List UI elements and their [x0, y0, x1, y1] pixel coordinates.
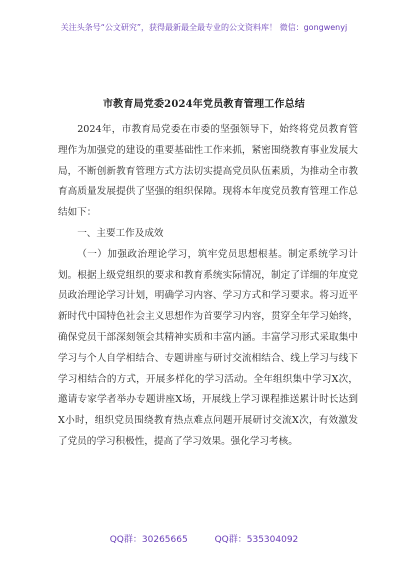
document-body: [58, 120, 358, 453]
promo-banner: 关注头条号“公文研究”，获得最新最全最专业的公文资料库！ 微信：gongwenyj: [60, 23, 348, 32]
paragraph-section-1: （一）加强政治理论学习，筑牢党员思想根基。制定系统学习计划。根据上级党组织的要求和教育系统实际情况，制定了详细的年度党员政治理论学习计划，明确学习内容、学习方式和学习要求。将习近平新时代中国特色社会主义思想作为首要学习内容，贯穿全年学习始终，确保党员干部深刻领会其精神实质和丰富内涵。丰富学习形式采取集中学习与个人自学相结合、专题讲座与研讨交流相结合、线上学习与线下学习相结合的方式，开展多样化的学习活动。全年组织集中学习X次，邀请专家学者举办专题讲座X场，开展线上学习课程推送累计时长达到X小时，组织党员围绕教育热点难点问题开展研讨交流X次，有效激发了党员的学习积极性，提高了学习效果。强化学习考核。: [58, 248, 358, 447]
section-heading: 一、主要工作及成效: [77, 227, 164, 239]
qq-group-2-link[interactable]: QQ群：535304092: [214, 535, 299, 545]
paragraph-intro: 2024年，市教育局党委在市委的坚强领导下，始终将党员教育管理作为加强党的建设的重要基础性工作来抓，紧密围绕教育事业发展大局，不断创新教育管理方式方法切实提高党员队伍素质，为推动全市教育高质量发展提供了坚强的组织保障。现将本年度党员教育管理工作总结如下：: [58, 124, 358, 219]
footer-contact: [0, 534, 408, 546]
document-title: 市教育局党委2024年党员教育管理工作总结: [102, 99, 306, 110]
qq-group-1-link[interactable]: QQ群：30265665: [109, 535, 188, 545]
